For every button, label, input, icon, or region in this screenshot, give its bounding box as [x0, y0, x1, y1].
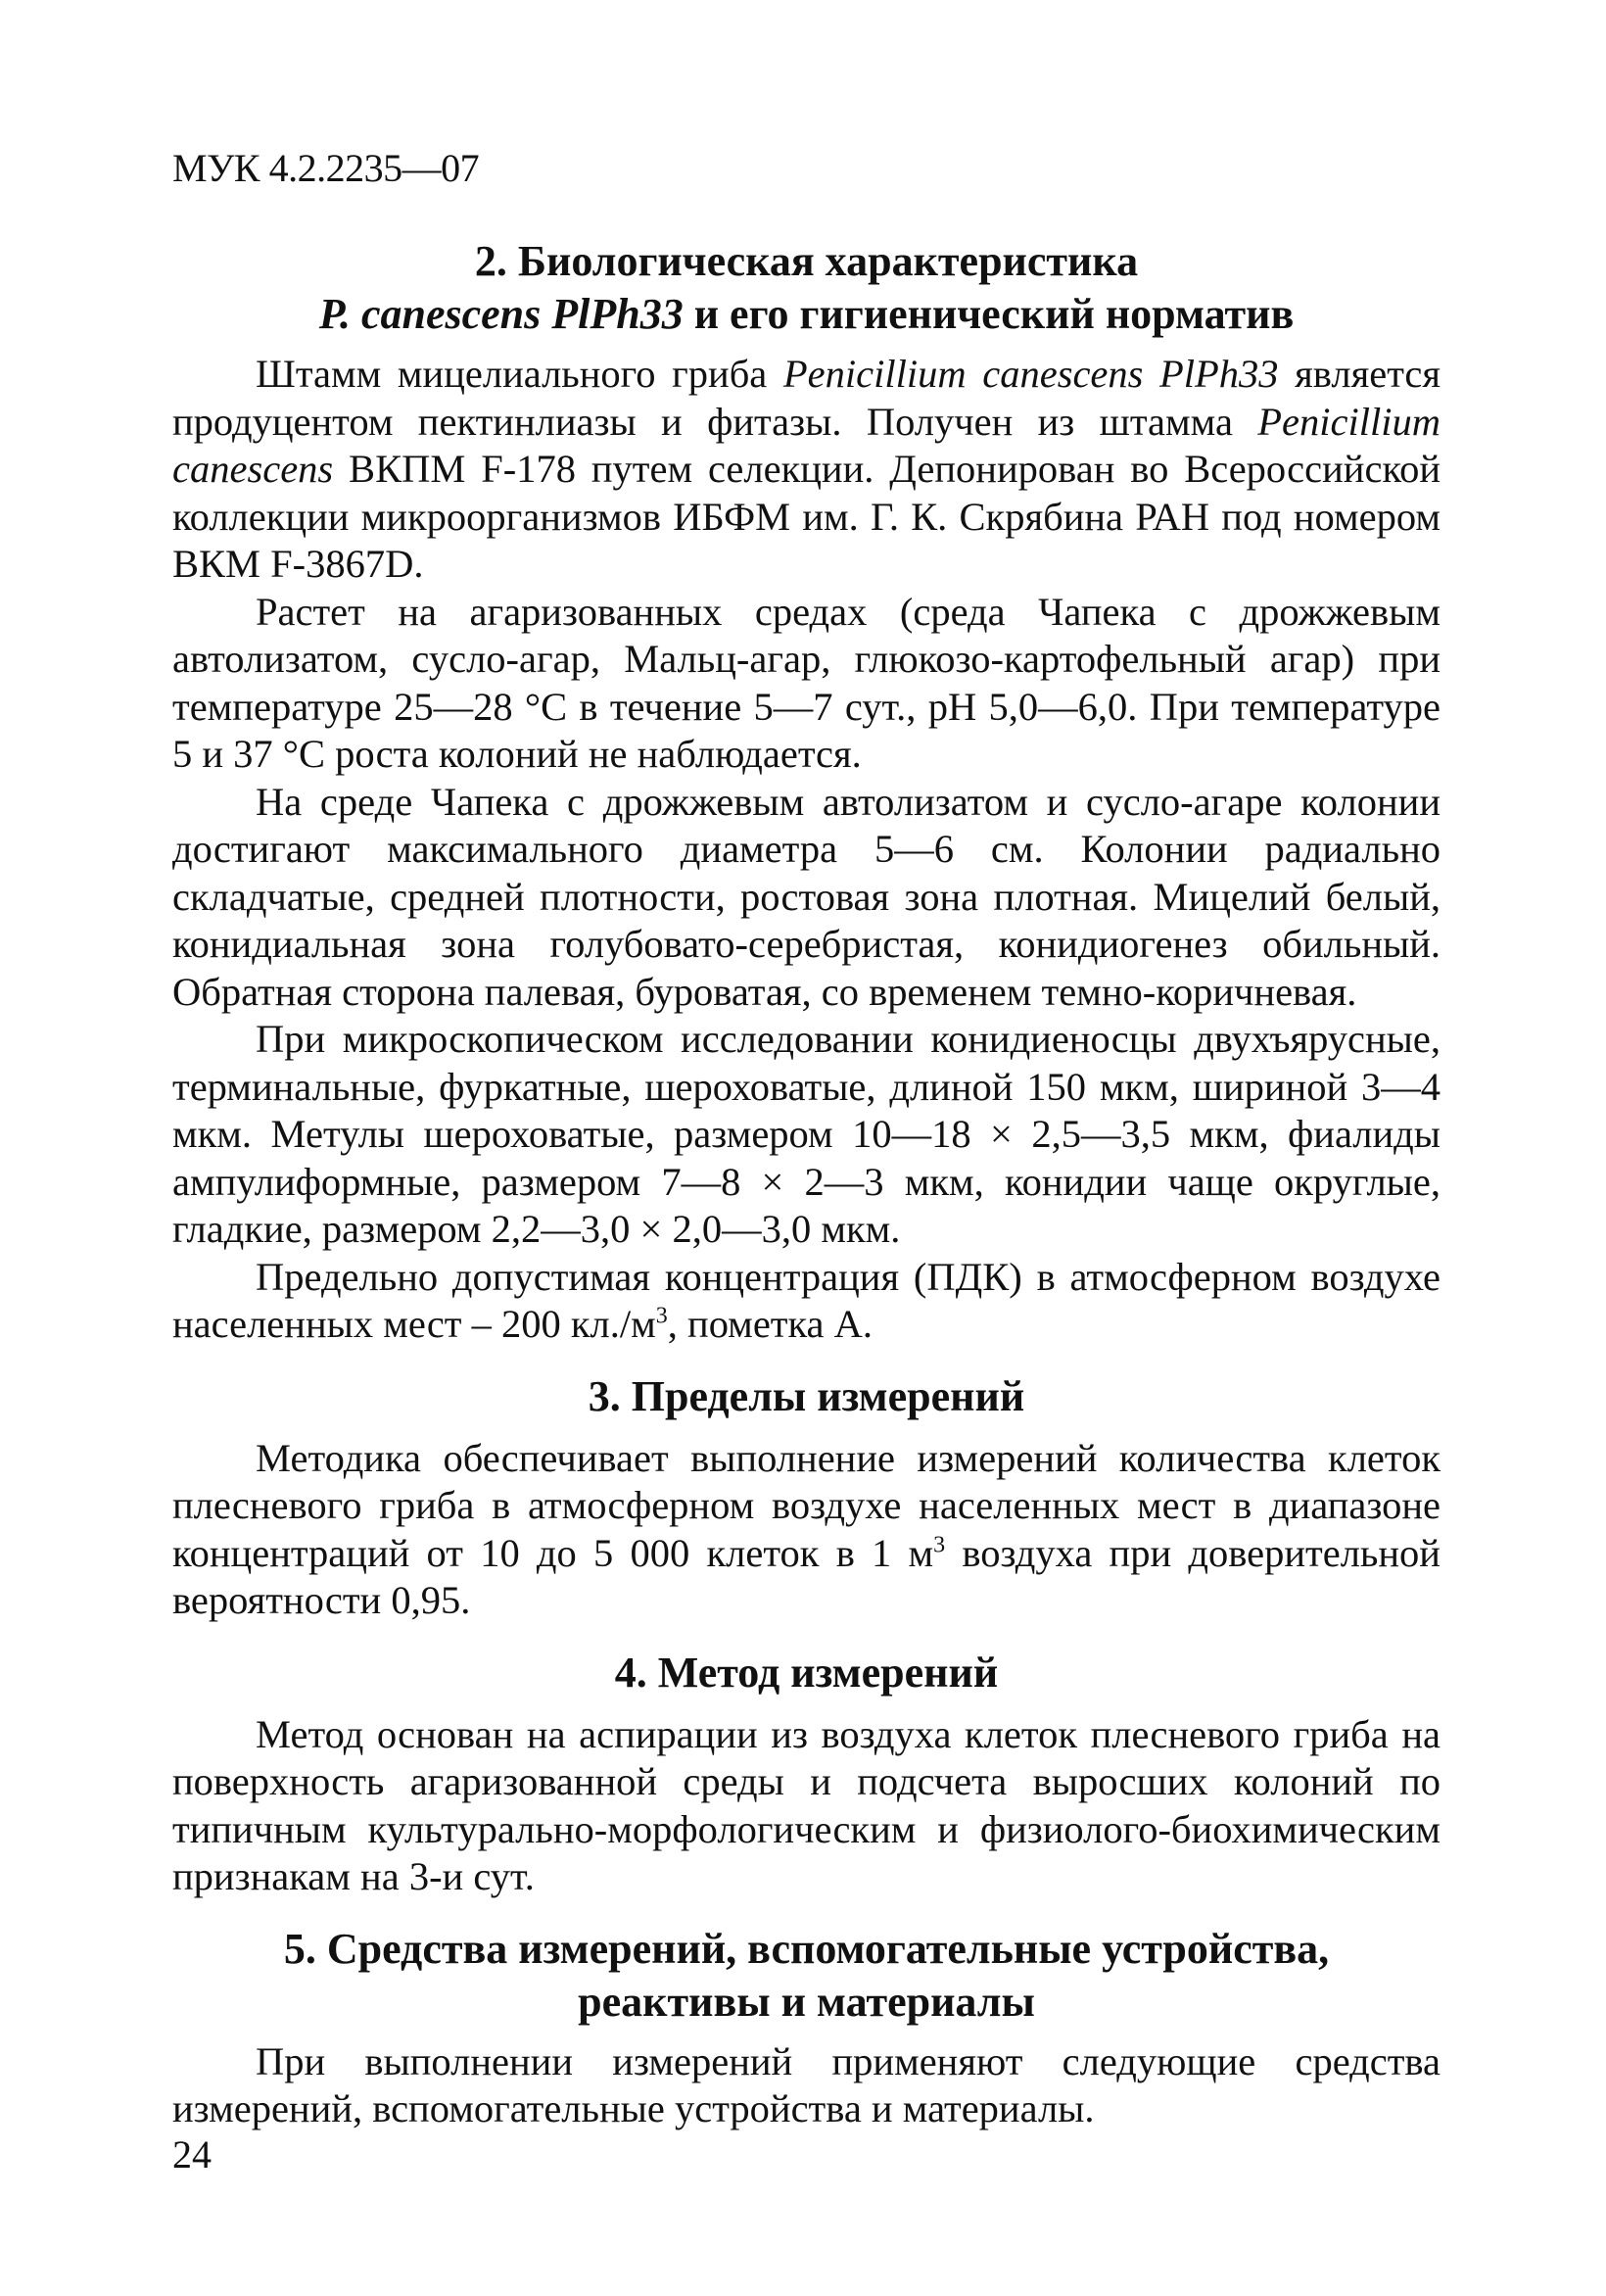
text-run: Методика обеспечивает выполнение измерений количества клеток плесневого гриба в атмосферном воздухе населенных мест в диапазоне концентраций от 10 до 5 000 клеток в 1 м: [172, 1435, 1441, 1575]
section-3-paragraph-1: [172, 1435, 1441, 1625]
section-2-heading-line-2: [172, 288, 1441, 341]
section-3-heading: 3. Пределы измерений: [588, 1371, 1025, 1420]
section-2-paragraph-3: На среде Чапека с дрожжевым автолизатом и сусло-агаре колонии достигают максимального диаметра 5—6 см. Колонии радиально складчатые, средней плотности, ростовая зона плотная. Мицелий белый, конидиальная зона голубовато-серебристая, конидиогенез обильный. Обратная сторона палевая, буроватая, со временем темно-коричневая.: [172, 779, 1441, 1014]
section-5-heading-line-1: 5. Средства измерений, вспомогательные устройства,: [283, 1924, 1330, 1973]
section-5-heading: [172, 1923, 1441, 2029]
species-name: Penicillium canescens: [172, 399, 1441, 491]
text-run: Штамм мицелиального гриба: [256, 352, 783, 396]
section-2-paragraph-2: Растет на агаризованных средах (среда Чапека с дрожжевым автолизатом, сусло-агар, Мальц-агар, глюкозо-картофельный агар) при температуре 25—28 °С в течение 5—7 сут., pH 5,0—6,0. При температуре 5 и 37 °С роста колоний не наблюдается.: [172, 589, 1441, 776]
document-page: [172, 0, 1441, 2296]
section-4-paragraph-1: Метод основан на аспирации из воздуха клеток плесневого гриба на поверхность агаризованной среды и подсчета выросших колоний по типичным культурально-морфологическим и физиолого-биохимическим признакам на 3-и сут.: [172, 1711, 1441, 1898]
superscript: 3: [655, 1303, 668, 1329]
text-run: Предельно допустимая концентрация (ПДК) в атмосферном воздухе населенных мест – 200 кл./м: [172, 1254, 1441, 1346]
running-header: МУК 4.2.2235—07: [172, 146, 480, 190]
section-2-paragraph-4: При микроскопическом исследовании конидиеносцы двухъярусные, терминальные, фуркатные, шероховатые, длиной 150 мкм, шириной 3—4 мкм. Метулы шероховатые, размером 10—18 × 2,5—3,5 мкм, фиалиды ампулиформные, размером 7—8 × 2—3 мкм, конидии чаще округлые, гладкие, размером 2,2—3,0 × 2,0—3,0 мкм.: [172, 1017, 1441, 1251]
species-name: Penicillium canescens PlPh33: [782, 352, 1279, 396]
text-run: воздуха при доверительной вероятности 0,95.: [172, 1530, 1441, 1622]
superscript: 3: [933, 1532, 946, 1557]
text-run: , пометка А.: [667, 1302, 874, 1346]
section-2-heading: [172, 235, 1441, 341]
section-2-heading-rest: и его гигиенический норматив: [683, 290, 1295, 338]
section-2-heading-line-1: 2. Биологическая характеристика: [474, 237, 1139, 285]
section-5-paragraph-1: При выполнении измерений применяют следующие средства измерений, вспомогательные устройства и материалы.: [172, 2038, 1441, 2130]
page-number: 24: [172, 2132, 212, 2176]
text-run: ВКПМ F-178 путем селекции. Депонирован во Всероссийской коллекции микроорганизмов ИБФМ им. Г. К. Скрябина РАН под номером ВКМ F-3867D.: [172, 447, 1441, 586]
section-5-heading-line-2: реактивы и материалы: [578, 1977, 1035, 2026]
section-2-paragraph-5: [172, 1254, 1441, 1349]
section-2-paragraph-1: [172, 351, 1441, 589]
text-run: является продуцентом пектинлиазы и фитазы. Получен из штамма: [172, 352, 1441, 444]
section-4-heading: 4. Метод измерений: [614, 1648, 999, 1697]
section-2-heading-strain: P. canescens PlPh33: [318, 290, 684, 338]
page-content: [172, 235, 1441, 2133]
